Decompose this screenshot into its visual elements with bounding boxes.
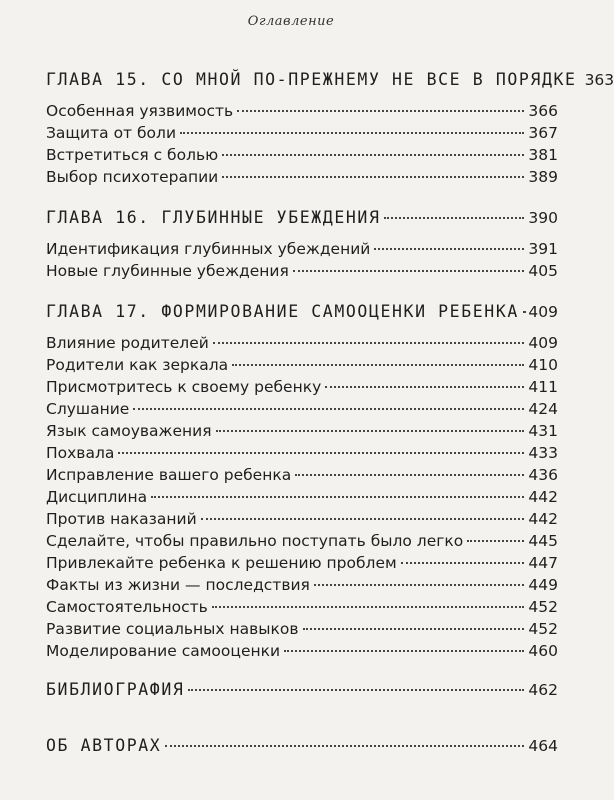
- running-head: Оглавление: [247, 14, 335, 29]
- dot-leader: [201, 518, 525, 520]
- dot-leader: [222, 176, 524, 178]
- dot-leader: [216, 430, 525, 432]
- toc-entry[interactable]: [46, 554, 558, 572]
- toc-entry[interactable]: [46, 510, 558, 528]
- toc-entry[interactable]: [46, 168, 558, 186]
- dot-leader: [180, 132, 524, 134]
- toc-entry[interactable]: [46, 334, 558, 352]
- dot-leader: [212, 606, 525, 608]
- entry-page: 366: [528, 102, 558, 120]
- entry-page: 424: [528, 400, 558, 418]
- toc-about-authors[interactable]: [46, 736, 558, 755]
- dot-leader: [213, 342, 525, 344]
- chapter-page: 390: [528, 209, 558, 227]
- dot-leader: [314, 584, 525, 586]
- dot-leader: [188, 689, 524, 691]
- toc-chapter-16[interactable]: [46, 208, 558, 227]
- toc-entry[interactable]: [46, 262, 558, 280]
- dot-leader: [467, 540, 524, 542]
- entry-title: Дисциплина: [46, 488, 148, 506]
- chapter-title: ОБ АВТОРАХ: [46, 736, 162, 755]
- entry-page: 431: [528, 422, 558, 440]
- chapter-title: БИБЛИОГРАФИЯ: [46, 680, 185, 699]
- chapter-page: 363: [584, 71, 614, 89]
- toc-entry[interactable]: [46, 422, 558, 440]
- toc-entry[interactable]: [46, 576, 558, 594]
- dot-leader: [284, 650, 524, 652]
- toc-entry[interactable]: [46, 620, 558, 638]
- toc-entry[interactable]: [46, 102, 558, 120]
- dot-leader: [401, 562, 525, 564]
- entry-title: Слушание: [46, 400, 130, 418]
- entry-page: 411: [528, 378, 558, 396]
- entry-page: 410: [528, 356, 558, 374]
- entry-page: 367: [528, 124, 558, 142]
- dot-leader: [293, 270, 525, 272]
- entry-title: Язык самоуважения: [46, 422, 212, 440]
- entry-page: 389: [528, 168, 558, 186]
- dot-leader: [165, 745, 524, 747]
- toc-chapter-15[interactable]: [46, 70, 614, 89]
- dot-leader: [232, 364, 524, 366]
- entry-page: 433: [528, 444, 558, 462]
- toc-entry[interactable]: [46, 598, 558, 616]
- entry-title: Сделайте, чтобы правильно поступать было легко: [46, 532, 464, 550]
- entry-title: Исправление вашего ребенка: [46, 466, 292, 484]
- entry-title: Развитие социальных навыков: [46, 620, 299, 638]
- entry-page: 391: [528, 240, 558, 258]
- entry-title: Самостоятельность: [46, 598, 208, 616]
- entry-page: 381: [528, 146, 558, 164]
- toc-entry[interactable]: [46, 444, 558, 462]
- chapter-title: ГЛАВА 17. ФОРМИРОВАНИЕ САМООЦЕНКИ РЕБЕНКА: [46, 302, 519, 321]
- entry-page: 405: [528, 262, 558, 280]
- toc-chapter-17[interactable]: [46, 302, 558, 321]
- entry-title: Против наказаний: [46, 510, 197, 528]
- entry-title: Влияние родителей: [46, 334, 209, 352]
- chapter-title: ГЛАВА 15. СО МНОЙ ПО-ПРЕЖНЕМУ НЕ ВСЕ В ПОРЯДКЕ: [46, 70, 577, 89]
- entry-title: Встретиться с болью: [46, 146, 219, 164]
- toc-entry[interactable]: [46, 466, 558, 484]
- entry-title: Родители как зеркала: [46, 356, 229, 374]
- chapter-page: 462: [528, 681, 558, 699]
- dot-leader: [133, 408, 524, 410]
- entry-page: 447: [528, 554, 558, 572]
- dot-leader: [523, 311, 525, 313]
- entry-page: 442: [528, 510, 558, 528]
- dot-leader: [325, 386, 524, 388]
- entry-title: Защита от боли: [46, 124, 177, 142]
- entry-page: 445: [528, 532, 558, 550]
- entry-page: 436: [528, 466, 558, 484]
- dot-leader: [303, 628, 525, 630]
- entry-page: 409: [528, 334, 558, 352]
- entry-title: Похвала: [46, 444, 115, 462]
- entry-page: 460: [528, 642, 558, 660]
- entry-page: 452: [528, 620, 558, 638]
- entry-title: Новые глубинные убеждения: [46, 262, 289, 280]
- entry-title: Идентификация глубинных убеждений: [46, 240, 371, 258]
- dot-leader: [151, 496, 524, 498]
- toc-entry[interactable]: [46, 378, 558, 396]
- dot-leader: [237, 110, 524, 112]
- toc-entry[interactable]: [46, 356, 558, 374]
- toc-entry[interactable]: [46, 124, 558, 142]
- entry-page: 442: [528, 488, 558, 506]
- chapter-page: 464: [528, 737, 558, 755]
- dot-leader: [295, 474, 524, 476]
- dot-leader: [118, 452, 524, 454]
- entry-title: Выбор психотерапии: [46, 168, 219, 186]
- entry-title: Присмотритесь к своему ребенку: [46, 378, 322, 396]
- entry-page: 452: [528, 598, 558, 616]
- toc-entry[interactable]: [46, 488, 558, 506]
- toc-entry[interactable]: [46, 642, 558, 660]
- entry-page: 449: [528, 576, 558, 594]
- toc-entry[interactable]: [46, 532, 558, 550]
- toc-entry[interactable]: [46, 240, 558, 258]
- dot-leader: [222, 154, 524, 156]
- entry-title: Особенная уязвимость: [46, 102, 234, 120]
- entry-title: Привлекайте ребенка к решению проблем: [46, 554, 397, 572]
- entry-title: Факты из жизни — последствия: [46, 576, 310, 594]
- chapter-title: ГЛАВА 16. ГЛУБИННЫЕ УБЕЖДЕНИЯ: [46, 208, 381, 227]
- entry-title: Моделирование самооценки: [46, 642, 281, 660]
- toc-entry[interactable]: [46, 146, 558, 164]
- dot-leader: [384, 217, 524, 219]
- dot-leader: [374, 248, 524, 250]
- chapter-page: 409: [528, 303, 558, 321]
- toc-entry[interactable]: [46, 400, 558, 418]
- toc-bibliography[interactable]: [46, 680, 558, 699]
